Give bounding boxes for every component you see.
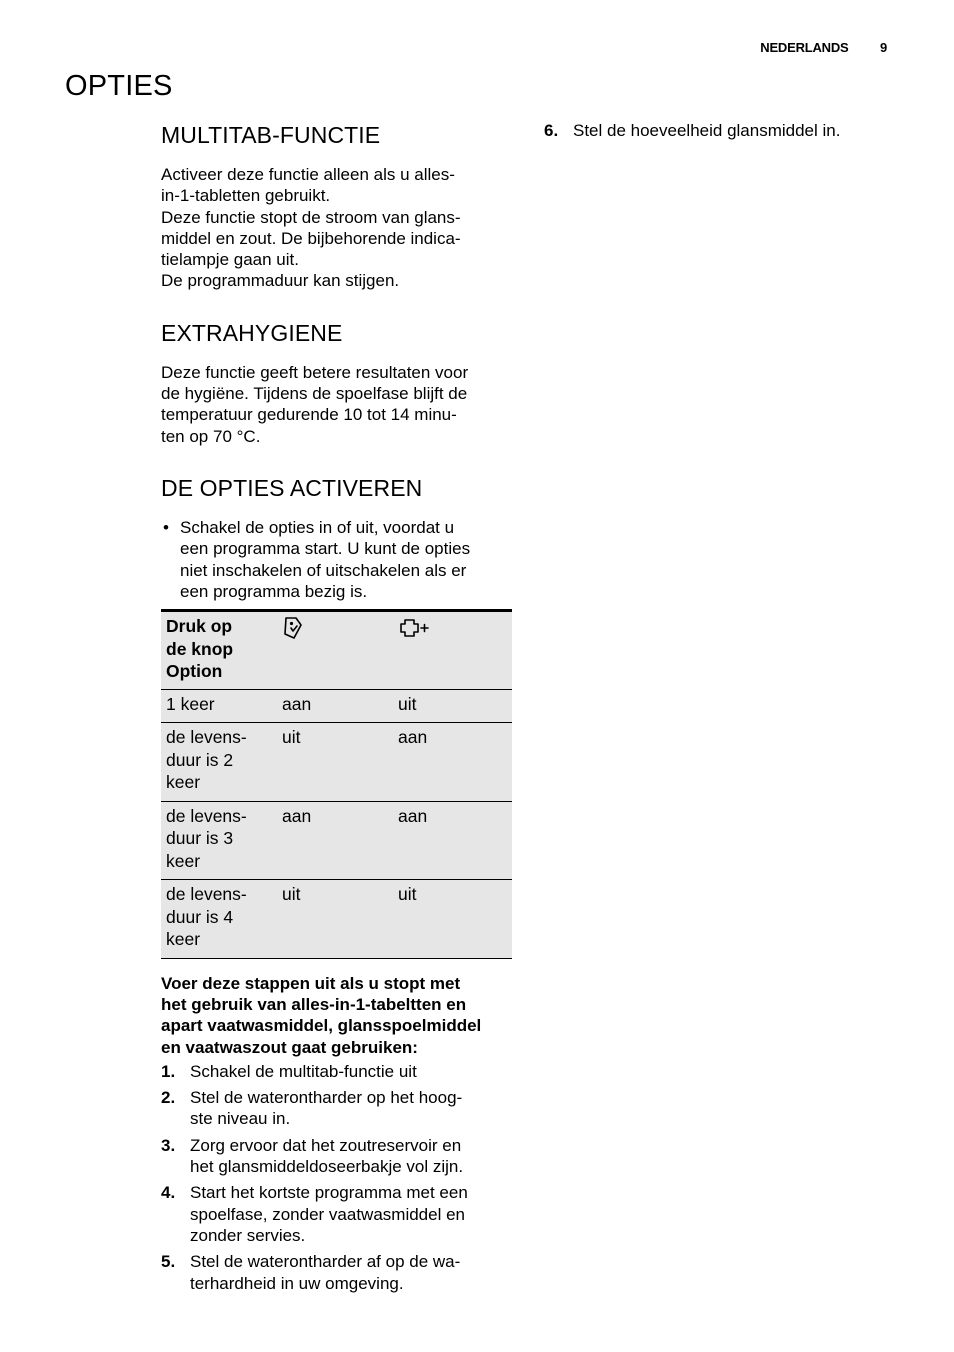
multitab-heading: MULTITAB-FUNCTIE	[161, 122, 381, 148]
step-item	[161, 1182, 512, 1246]
extrahygiene-text	[161, 362, 512, 447]
row-label	[161, 689, 277, 723]
extrahygiene-section	[161, 318, 512, 447]
step-number: 2.	[161, 1088, 176, 1108]
text-line: middel en zout. De bijbehorende indica-	[161, 228, 461, 248]
step-text: Start het kortste programma met een	[190, 1183, 468, 1203]
header-line: Druk op	[166, 616, 233, 637]
stop-instructions-intro	[161, 973, 512, 1058]
row-label-line: de levens-	[166, 727, 247, 748]
step-number: 4.	[161, 1183, 176, 1203]
step-text: het glansmiddeldoseerbakje vol zijn.	[190, 1157, 464, 1177]
step-item	[161, 1087, 512, 1130]
row-label-line: duur is 2	[166, 749, 234, 770]
text-line: tielampje gaan uit.	[161, 250, 299, 270]
multitab-text	[161, 164, 512, 292]
multitab-value: uit	[277, 723, 393, 802]
text-line: het gebruik van alles-in-1-tabeltten en	[161, 994, 467, 1014]
multitab-section	[161, 120, 512, 292]
row-label-line: keer	[166, 772, 201, 793]
table-row	[161, 723, 512, 802]
page-number: 9	[879, 40, 887, 55]
table-header-row	[161, 611, 512, 690]
step-item	[544, 120, 889, 141]
activate-heading: DE OPTIES ACTIVEREN	[161, 474, 423, 501]
text-line: een programma start. U kunt de opties	[180, 539, 471, 559]
step-item	[161, 1061, 512, 1082]
step-text: Zorg ervoor dat het zoutreservoir en	[190, 1135, 462, 1155]
extrahygiene-value: aan	[393, 801, 512, 880]
text-line: Deze functie geeft betere resultaten voor	[161, 362, 469, 382]
header-cell-extrahygiene	[393, 611, 512, 690]
header-language: NEDERLANDS	[760, 40, 849, 55]
multitab-value: uit	[277, 880, 393, 959]
extrahygiene-value: uit	[393, 689, 512, 723]
header-line: Option	[166, 661, 223, 682]
options-table	[161, 609, 512, 959]
header-cell-press-button	[161, 611, 277, 690]
row-label	[161, 880, 277, 959]
stop-steps-list-continued	[544, 120, 889, 141]
text-line: in-1-tabletten gebruikt.	[161, 186, 331, 206]
header-cell-multitab	[277, 611, 393, 690]
step-item	[161, 1135, 512, 1178]
extrahygiene-value: uit	[393, 880, 512, 959]
text-line: de hygiëne. Tijdens de spoelfase blijft de	[161, 384, 468, 404]
table-row	[161, 880, 512, 959]
step-text: ste niveau in.	[190, 1109, 291, 1129]
extrahygiene-value: aan	[393, 723, 512, 802]
text-line: een programma bezig is.	[180, 581, 368, 601]
text-line: Deze functie stopt de stroom van glans-	[161, 207, 461, 227]
page-header	[760, 40, 887, 55]
text-line: Voer deze stappen uit als u stopt met	[161, 973, 461, 993]
multitab-icon	[282, 615, 388, 641]
step-text: Stel de waterontharder af op de wa-	[190, 1252, 461, 1272]
header-line: de knop	[166, 638, 234, 659]
step-text: Schakel de multitab-functie uit	[190, 1061, 417, 1081]
row-label-line: duur is 3	[166, 828, 234, 849]
row-label-line: de levens-	[166, 805, 247, 826]
page-title: OPTIES	[65, 70, 173, 102]
row-label-line: de levens-	[166, 884, 247, 905]
extrahygiene-heading: EXTRAHYGIENE	[161, 319, 343, 346]
activate-section	[161, 473, 512, 959]
step-text: terhardheid in uw omgeving.	[190, 1273, 404, 1293]
step-text: spoelfase, zonder vaatwasmiddel en	[190, 1204, 465, 1224]
row-label-line: keer	[166, 850, 201, 871]
multitab-value: aan	[277, 801, 393, 880]
text-line: ten op 70 °C.	[161, 426, 261, 446]
extrahygiene-icon	[398, 615, 507, 641]
right-column	[544, 120, 889, 146]
activate-bullets	[161, 517, 512, 602]
stop-steps-list	[161, 1061, 512, 1294]
step-number: 1.	[161, 1061, 176, 1081]
row-label	[161, 723, 277, 802]
step-number: 5.	[161, 1252, 176, 1272]
bullet-item	[161, 517, 512, 602]
table-row	[161, 689, 512, 723]
step-text: Stel de hoeveelheid glansmiddel in.	[573, 121, 841, 140]
step-text: zonder servies.	[190, 1225, 306, 1245]
multitab-value: aan	[277, 689, 393, 723]
text-line: De programmaduur kan stijgen.	[161, 271, 400, 291]
step-number: 3.	[161, 1135, 176, 1155]
text-line: temperatuur gedurende 10 tot 14 minu-	[161, 405, 457, 425]
text-line: apart vaatwasmiddel, glansspoelmiddel	[161, 1016, 482, 1036]
text-line: Activeer deze functie alleen als u alles-	[161, 165, 455, 184]
left-column	[161, 120, 512, 1299]
step-number: 6.	[544, 121, 559, 140]
row-label-line: duur is 4	[166, 906, 234, 927]
row-label-line: keer	[166, 929, 201, 950]
row-label-line: 1 keer	[166, 693, 215, 714]
table-row	[161, 801, 512, 880]
text-line: en vaatwaszout gaat gebruiken:	[161, 1037, 418, 1057]
row-label	[161, 801, 277, 880]
text-line: Schakel de opties in of uit, voordat u	[180, 517, 455, 537]
step-text: Stel de waterontharder op het hoog-	[190, 1088, 463, 1108]
text-line: niet inschakelen of uitschakelen als er	[180, 560, 467, 580]
step-item	[161, 1251, 512, 1294]
